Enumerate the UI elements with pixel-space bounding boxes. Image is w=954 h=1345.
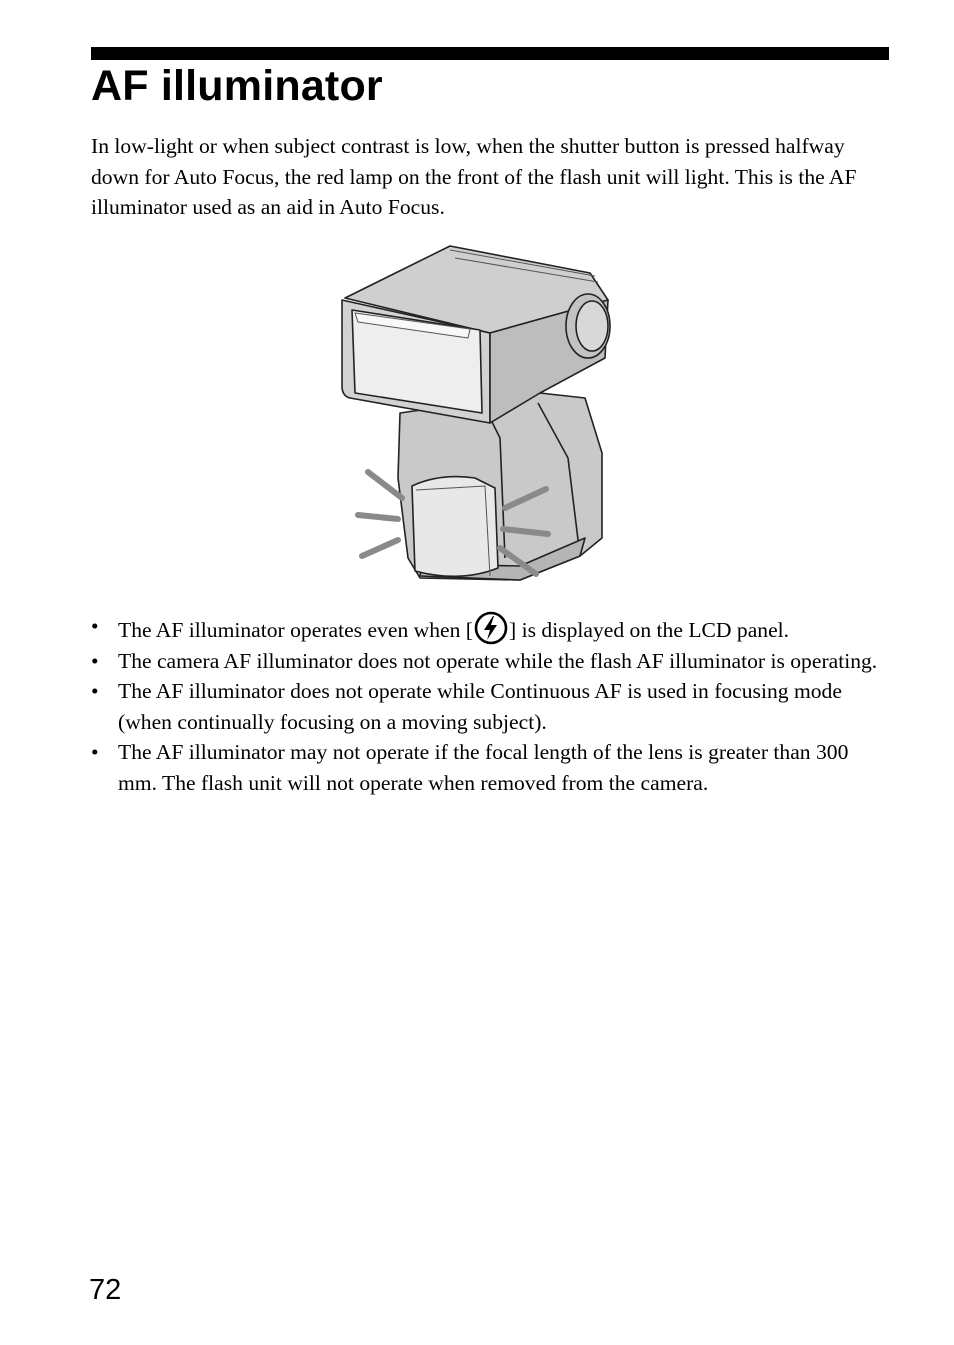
list-item: [91, 737, 891, 798]
bullet: •: [91, 614, 99, 638]
title-rule: [91, 47, 889, 60]
page-title: AF illuminator: [91, 62, 383, 110]
flash-off-icon: [473, 611, 509, 645]
notes-list: [91, 611, 891, 799]
bullet: •: [91, 679, 99, 704]
bullet: •: [91, 648, 99, 673]
note-text: The AF illuminator does not operate while Continuous AF is used in focusing mode (when continually focusing on a moving subject).: [118, 679, 842, 734]
flash-unit-illustration: [340, 238, 620, 588]
bullet: •: [91, 740, 99, 765]
note-text-before-icon: The AF illuminator operates even when [: [118, 618, 473, 642]
note-text-after-icon: ] is displayed on the LCD panel.: [509, 618, 790, 642]
intro-paragraph: In low-light or when subject contrast is low, when the shutter button is pressed halfway down for Auto Focus, the red lamp on the front of the flash unit will light. This is the AF illuminator used as an aid in Auto Focus.: [91, 134, 857, 220]
note-text: The AF illuminator may not operate if the focal length of the lens is greater than 300 mm. The flash unit will not operate when removed from the camera.: [118, 740, 849, 795]
note-text: The camera AF illuminator does not operate while the flash AF illuminator is operating.: [118, 648, 878, 673]
page-number: 72: [89, 1274, 122, 1306]
list-item: [91, 646, 891, 677]
list-item: [91, 676, 891, 737]
list-item: [91, 611, 891, 646]
